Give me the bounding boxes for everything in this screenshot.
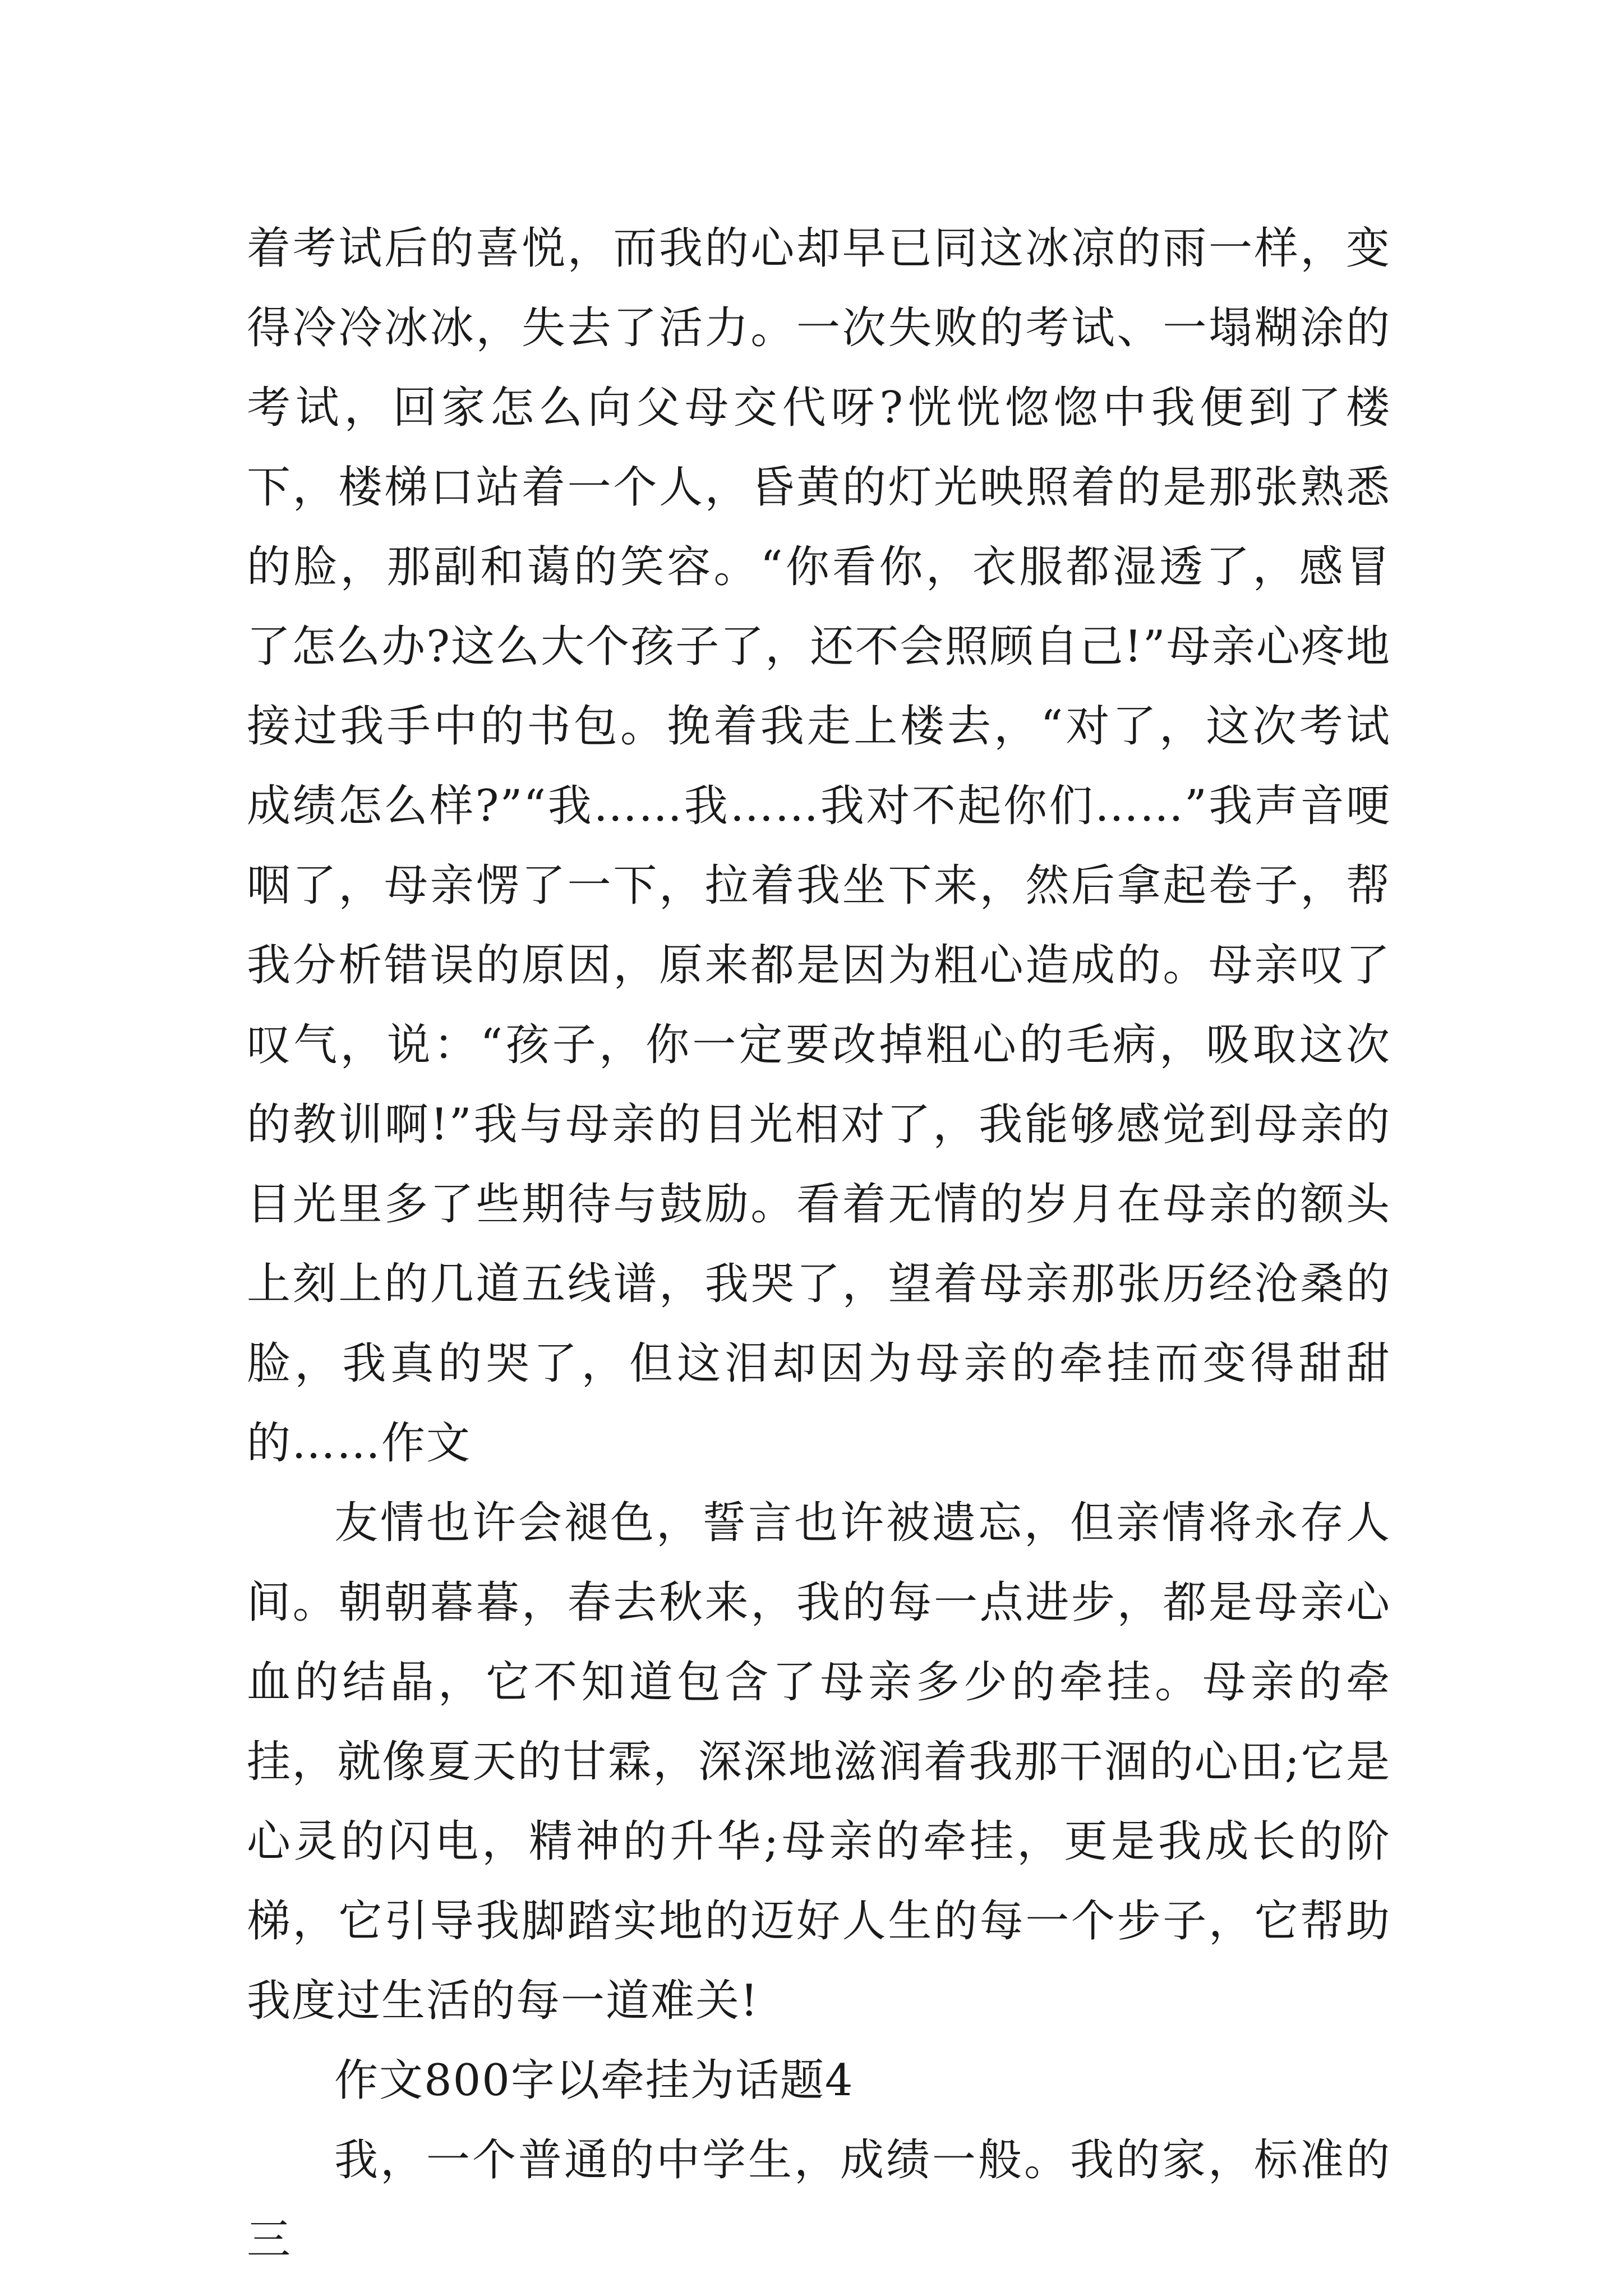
article-body (247, 209, 1391, 2280)
paragraph-continued: 着考试后的喜悦，而我的心却早已同这冰凉的雨一样，变得冷冷冰冰，失去了活力。一次失败的考试、一塌糊涂的考试，回家怎么向父母交代呀?恍恍惚惚中我便到了楼下，楼梯口站着一个人，昏黄的灯光映照着的是那张熟悉的脸，那副和蔼的笑容。“你看你，衣服都湿透了，感冒了怎么办?这么大个孩子了，还不会照顾自己!”母亲心疼地接过我手中的书包。挽着我走上楼去，“对了，这次考试成绩怎么样?”“我……我……我对不起你们……”我声音哽咽了，母亲愣了一下，拉着我坐下来，然后拿起卷子，帮我分析错误的原因，原来都是因为粗心造成的。母亲叹了叹气，说：“孩子，你一定要改掉粗心的毛病，吸取这次的教训啊!”我与母亲的目光相对了，我能够感觉到母亲的目光里多了些期待与鼓励。看着无情的岁月在母亲的额头上刻上的几道五线谱，我哭了，望着母亲那张历经沧桑的脸，我真的哭了，但这泪却因为母亲的牵挂而变得甜甜的……作文 (247, 223, 1391, 1469)
paragraph-intro: 我，一个普通的中学生，成绩一般。我的家，标准的三 (247, 2135, 1391, 2265)
paragraph-conclusion: 友情也许会褪色，誓言也许被遗忘，但亲情将永存人间。朝朝暮暮，春去秋来，我的每一点进步，都是母亲心血的结晶，它不知道包含了母亲多少的牵挂。母亲的牵挂，就像夏天的甘霖，深深地滋润着我那干涸的心田;它是心灵的闪电，精神的升华;母亲的牵挂，更是我成长的阶梯，它引导我脚踏实地的迈好人生的每一个步子，它帮助我度过生活的每一道难关! (247, 1498, 1391, 2026)
section-heading: 作文800字以牵挂为话题4 (334, 2055, 854, 2106)
